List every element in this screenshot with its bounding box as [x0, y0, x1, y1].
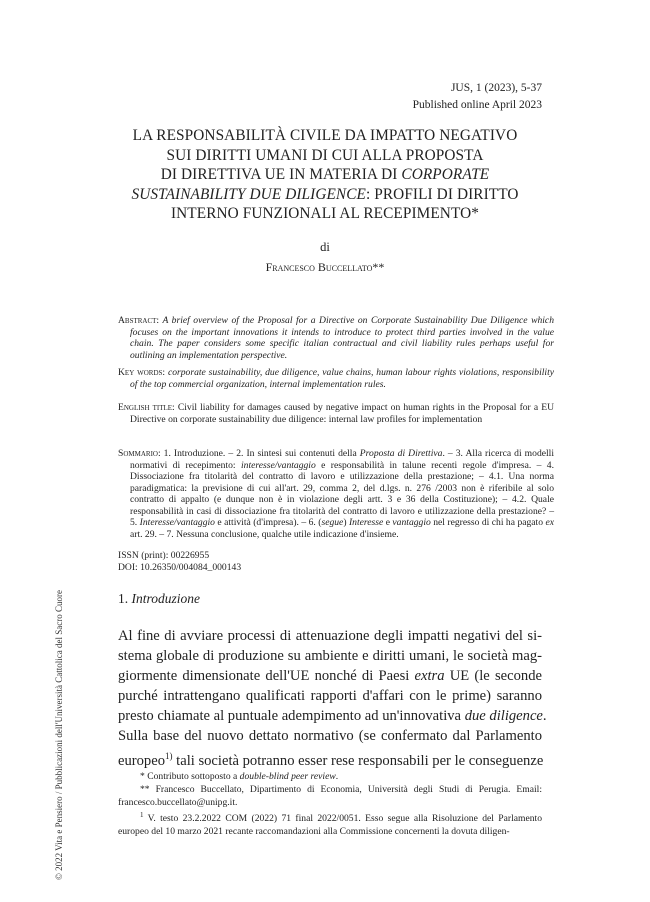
byline-di: di	[320, 240, 330, 254]
summary-italic-1: Proposta di Direttiva	[359, 448, 443, 459]
summary-text-3: e responsabilità in talune recenti regole d'impresa. – 4. Dissociazione fra titolarità del contratto di lavoro e utilizzazione della prestazione; – 4.1. Una norma paradigmatica: la previsione di cui all'art. 29, comma 2, del d.lgs. n. 276 /2003 non è riferibile al solo contratto di appalto (e dunque non è in violazione degli artt. 3 e 36 della Costituzione); – 4.2. Quale responsabilità in casi di dissociazione fra titolarità del contratto di lavoro e utilizzazione della prestazione? – 5.	[130, 459, 554, 528]
summary-italic-3: Interesse/vantaggio	[139, 517, 215, 528]
body-line-5-text: presto chiamate al puntuale adempimento ad un'innovativa	[118, 708, 465, 724]
english-title-text: Civil liability for damages caused by negative impact on human rights in the Proposal for a EU Directive on corporate sustainability due diligence: internal law profiles for implementation	[130, 402, 554, 425]
body-line-3-text: giormente dimensionate dell'UE nonché di Paesi	[118, 668, 415, 684]
title-line-3-text: DI DIRETTIVA UE IN MATERIA DI	[160, 166, 402, 183]
summary-text-5: )	[343, 517, 349, 528]
body-line-7	[118, 746, 542, 771]
summary-text-8: art. 29. – 7. Nessuna conclusione, qualche utile indicazione d'insieme.	[130, 528, 399, 540]
copyright-side-text: © 2022 Vita e Pensiero / Pubblicazioni dell'Università Cattolica del Sacro Cuore	[54, 590, 64, 880]
footnote-author: ** Francesco Buccellato, Dipartimento di Economia, Università degli Studi di Perugia. Email: francesco.buccellato@unipg.it.	[118, 784, 542, 808]
english-title	[118, 402, 554, 425]
abstract-text: A brief overview of the Proposal for a Directive on Corporate Sustainability Due Diligence which focuses on the important innovations it intends to introduce to protect third parties involved in the value chain. The paper considers some specific italian contractual and civil liability rules perhaps useful for outlining an implementation perspective.	[130, 315, 554, 361]
published-date: Published online April 2023	[412, 99, 542, 111]
summary-italic-7: ex	[545, 517, 555, 528]
footnote-star-italic: double-blind peer review	[239, 771, 336, 782]
section-heading	[118, 591, 200, 607]
summary-text-6: e	[383, 517, 393, 528]
body-line-6: Sulla base del nuovo dettato normativo (se confermato dal Parlamento	[118, 728, 542, 744]
body-line-7-end: tali società potranno esser rese responsabili per le conseguenze	[172, 752, 544, 769]
summary-text-2: . – 3. Alla ricerca di modelli normativi di recepimento:	[130, 448, 554, 471]
summary-italic-5: Interesse	[348, 517, 384, 528]
title-line-2: SUI DIRITTI UMANI DI CUI ALLA PROPOSTA	[166, 146, 484, 164]
title-line-4	[100, 185, 550, 205]
summary-text-4: e attività (d'impresa). – 6. (	[214, 517, 322, 528]
journal-citation: JUS, 1 (2023), 5-37	[450, 82, 542, 94]
summary-italic-4: segue	[321, 517, 344, 528]
summary	[118, 448, 554, 540]
footnote-1-number: 1	[140, 811, 144, 819]
footnote-star-text: * Contributo sottoposto a	[140, 771, 240, 782]
body-line-3-italic: extra	[414, 668, 445, 684]
english-title-label: English title:	[118, 402, 175, 413]
section-title: Introduzione	[131, 591, 200, 606]
body-line-1: Al fine di avviare processi di attenuazione degli impatti negativi del si-	[118, 628, 542, 644]
title-line-1: LA RESPONSABILITÀ CIVILE DA IMPATTO NEGATIVO	[132, 127, 518, 144]
footnote-1-text: V. testo 23.2.2022 COM (2022) 71 final 2022/0051. Esso segue alla Risoluzione del Parlamento europeo del 10 marzo 2021 recante raccomandazioni alla Commissione concernenti la dovuta diligen-	[118, 813, 542, 838]
summary-italic-2: interesse/vantaggio	[240, 459, 316, 471]
footnote-star-end: .	[335, 771, 339, 782]
abstract-label: Abstract:	[118, 315, 160, 326]
body-text	[118, 626, 547, 771]
section-number: 1.	[118, 591, 132, 606]
abstract	[118, 315, 554, 361]
body-line-5-italic: due diligence	[464, 708, 543, 724]
body-line-5-end: .	[542, 708, 547, 724]
body-line-2: stema globale di produzione su ambiente e diritti umani, le società mag-	[118, 648, 542, 664]
identifiers	[118, 550, 241, 573]
title-line-4-italic: SUSTAINABILITY DUE DILIGENCE	[131, 185, 366, 203]
body-line-5	[118, 706, 547, 726]
body-line-3-end: UE (le seconde	[444, 668, 542, 684]
footnote-ref-1[interactable]: 1)	[165, 751, 173, 761]
body-line-7-text: europeo	[118, 752, 166, 769]
article-title	[100, 126, 550, 224]
summary-italic-6: vantaggio	[392, 517, 431, 528]
title-line-5: INTERNO FUNZIONALI AL RECEPIMENTO*	[170, 205, 480, 222]
summary-text-7: nel regresso di chi ha pagato	[430, 517, 546, 528]
journal-header	[413, 80, 542, 114]
keywords-text: corporate sustainability, due diligence, value chains, human labour rights violations, responsibility of the top commercial organization, internal implementation rules.	[130, 367, 554, 390]
footnote-1	[118, 809, 542, 838]
doi: DOI: 10.26350/004084_000143	[118, 561, 242, 573]
author-name: Francesco Buccellato**	[265, 260, 385, 274]
issn: ISSN (print): 00226955	[118, 550, 210, 561]
title-line-3-italic: CORPORATE	[401, 166, 490, 183]
body-line-4: purché intrattengano qualificati rapporti d'affari con le prime) saranno	[118, 688, 542, 704]
title-line-3	[100, 165, 550, 185]
title-line-4-text: : PROFILI DI DIRITTO	[365, 185, 519, 203]
keywords-label: Key words:	[118, 367, 166, 378]
footnote-star	[118, 770, 542, 783]
keywords	[118, 367, 554, 390]
body-line-3	[118, 666, 542, 686]
footnotes	[118, 770, 542, 838]
summary-label: Sommario:	[118, 448, 161, 459]
summary-text-1: 1. Introduzione. – 2. In sintesi sui contenuti della	[160, 448, 360, 459]
